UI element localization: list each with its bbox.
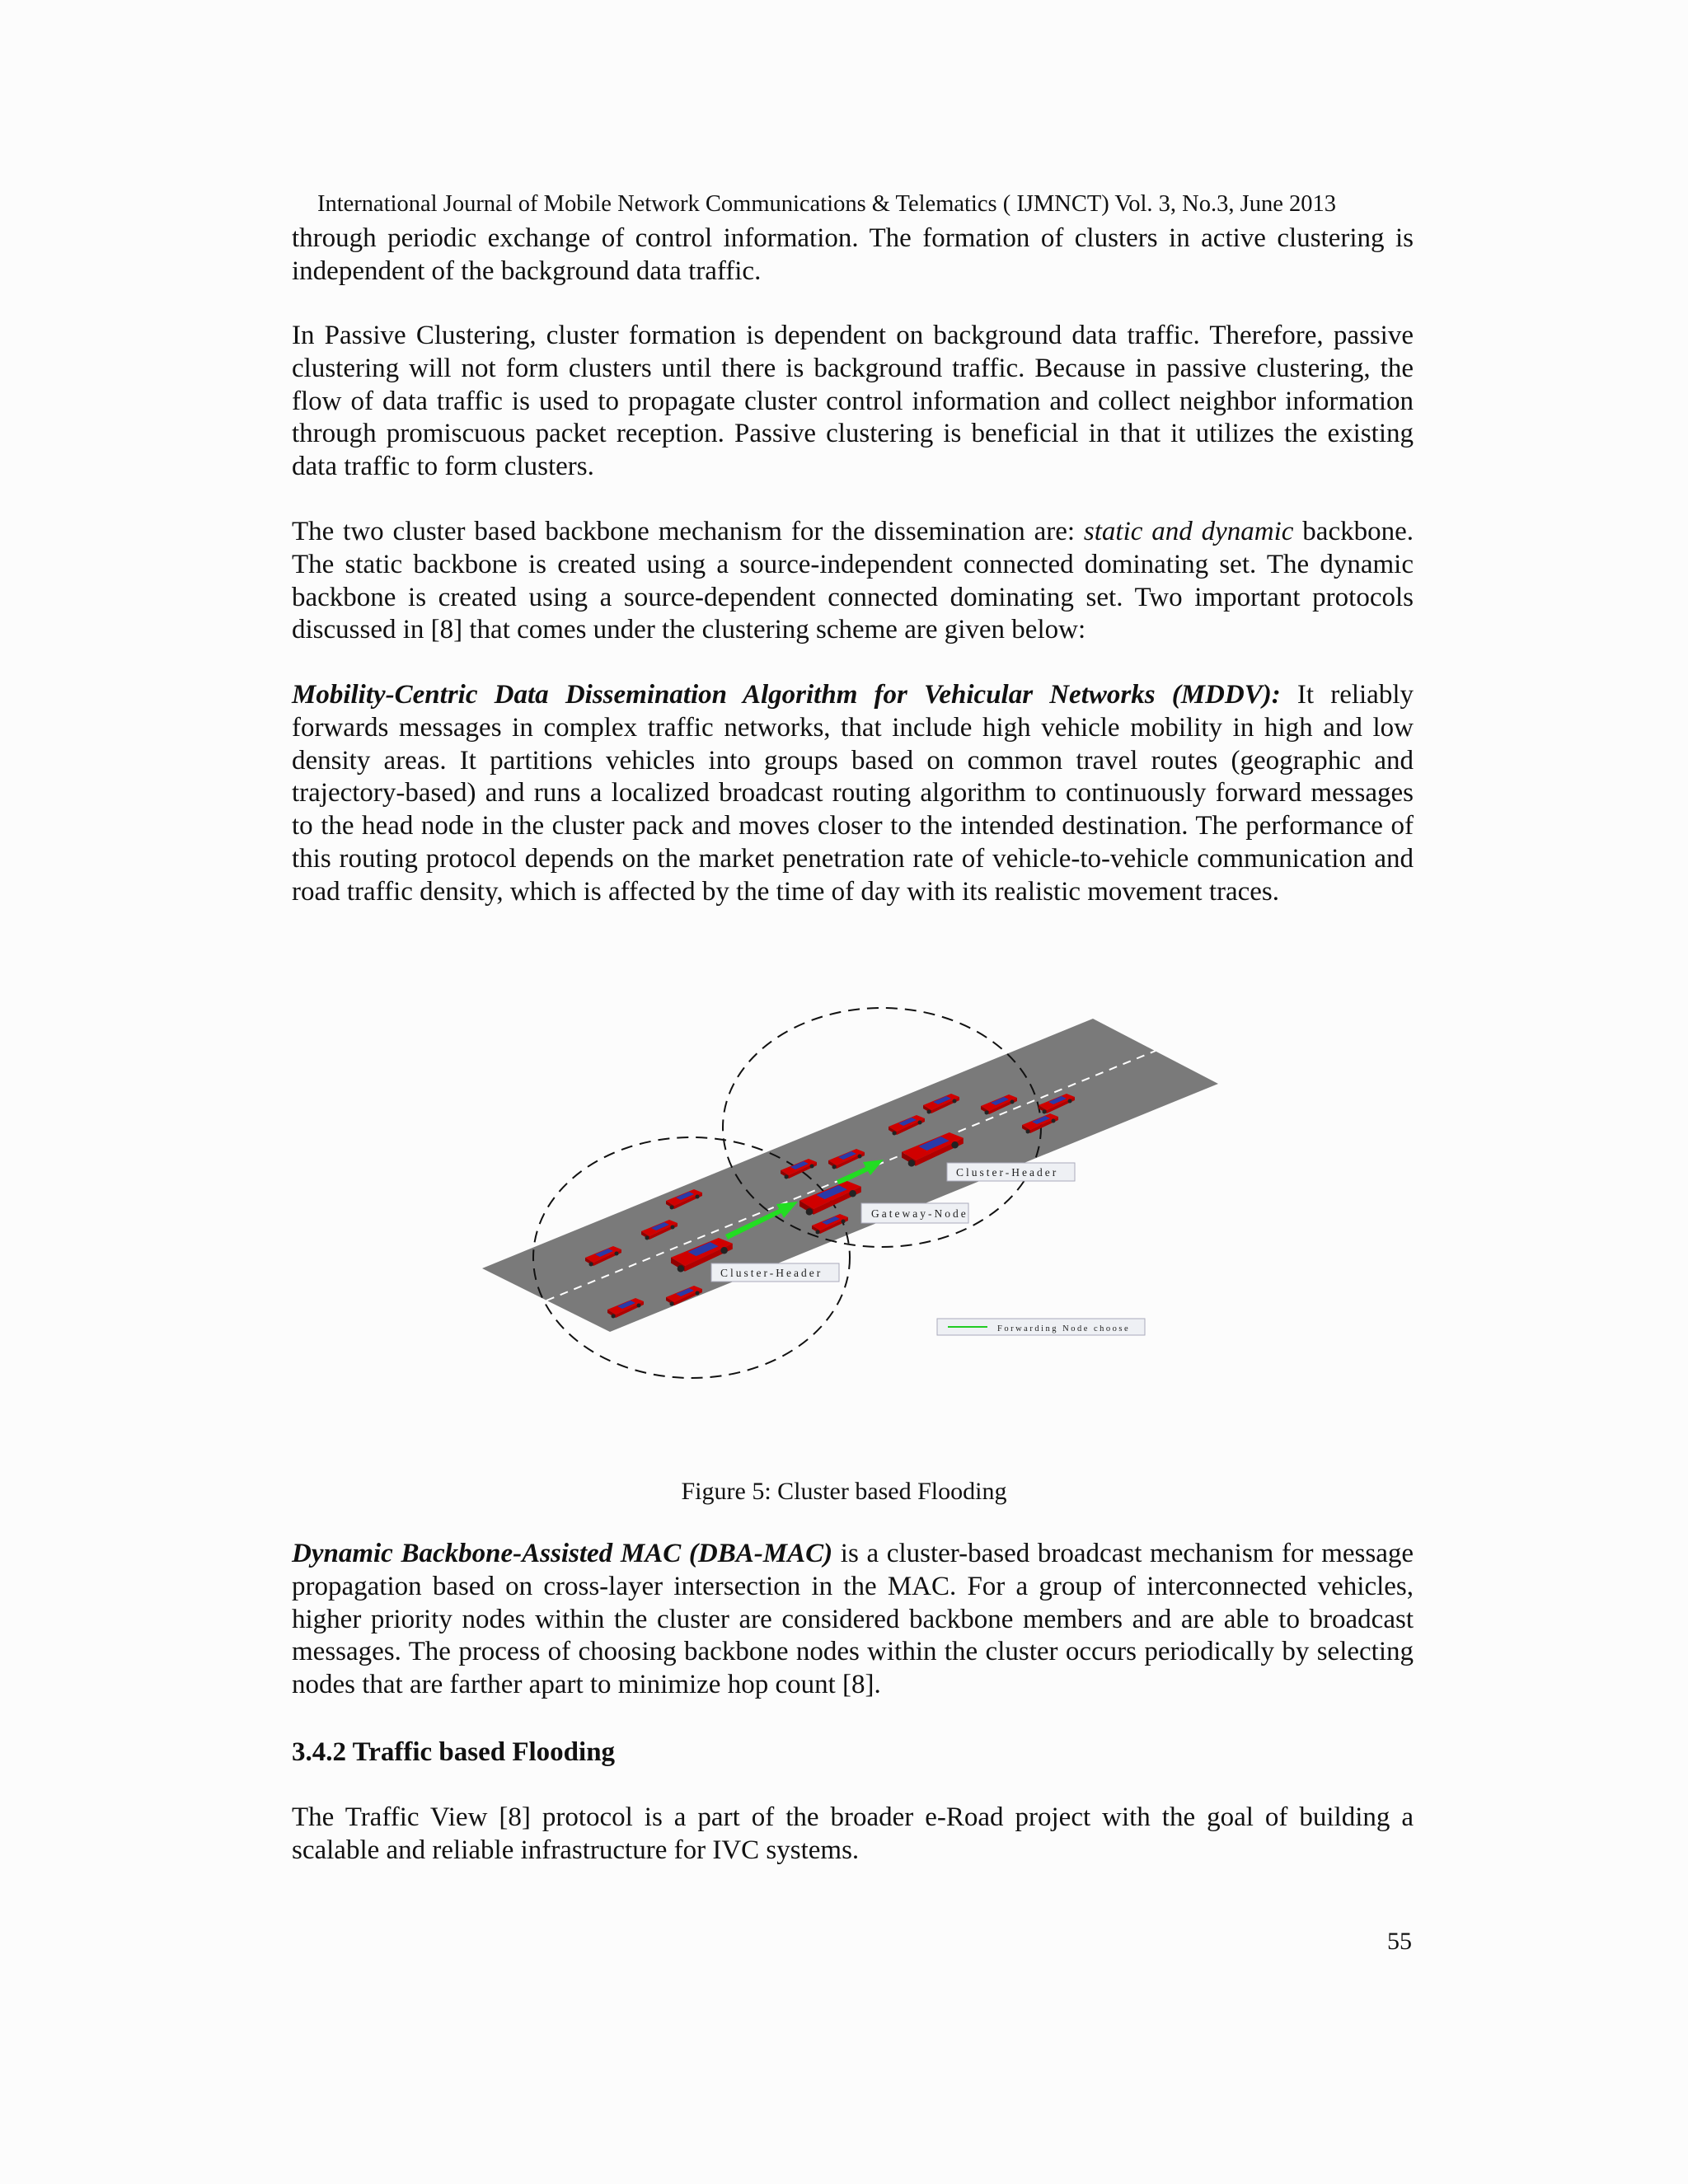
cluster-flooding-figure: [470, 1005, 1245, 1393]
label-cluster-header-right: Cluster-Header: [956, 1166, 1059, 1179]
paragraph-traffic-view: The Traffic View [8] protocol is a part of the broader e-Road project with the goal of building a scalable and reliable infrastructure for IVC systems.: [292, 1802, 1414, 1865]
paragraph-backbone-mechanism: [292, 516, 1414, 647]
cluster-flooding-diagram: [470, 1005, 1245, 1393]
paragraph-active-clustering: through periodic exchange of control information. The formation of clusters in active clustering is independent of the background data traffic.: [292, 223, 1414, 286]
running-header: International Journal of Mobile Network Communications & Telematics ( IJMNCT) Vol. 3, No.3, June 2013: [317, 191, 1337, 217]
figure-caption: Figure 5: Cluster based Flooding: [681, 1478, 1007, 1505]
legend-text: Forwarding Node choose: [997, 1324, 1131, 1333]
backbone-text-start: The two cluster based backbone mechanism for the dissemination are:: [292, 517, 1084, 546]
paragraph-passive-clustering: In Passive Clustering, cluster formation is dependent on background data traffic. Therefore, passive clustering will not form clusters until there is background traffic. Because in passive clustering, the flow of data traffic is used to propagate cluster control information and collect neighbor information through promiscuous packet reception. Passive clustering is beneficial in that it utilizes the existing data traffic to form clusters.: [292, 321, 1414, 482]
backbone-text-end: backbone. The static backbone is created using a source-independent connected dominating set. The dynamic backbone is created using a source-dependent connected dominating set. Two important protocols discussed in [8] that comes under the clustering scheme are given below:: [292, 517, 1414, 645]
paragraph-dba-mac: [292, 1538, 1414, 1702]
mddv-term: Mobility-Centric Data Dissemination Algorithm for Vehicular Networks (MDDV):: [292, 680, 1281, 710]
mddv-description: It reliably forwards messages in complex traffic networks, that include high vehicle mobility in high and low density areas. It partitions vehicles into groups based on common travel routes (geographic and trajectory-based) and runs a localized broadcast routing algorithm to continuously forward messages to the head node in the cluster pack and moves closer to the intended destination. The performance of this routing protocol depends on the market penetration rate of vehicle-to-vehicle communication and road traffic density, which is affected by the time of day with its realistic movement traces.: [292, 680, 1414, 907]
section-heading: 3.4.2 Traffic based Flooding: [292, 1737, 616, 1767]
label-cluster-header-left: Cluster-Header: [720, 1267, 823, 1279]
dba-mac-description: is a cluster-based broadcast mechanism for message propagation based on cross-layer intersection in the MAC. For a group of interconnected vehicles, higher priority nodes within the cluster are considered backbone members and are able to broadcast messages. The process of choosing backbone nodes within the cluster occurs periodically by selecting nodes that are farther apart to minimize hop count [8].: [292, 1539, 1414, 1700]
dba-mac-term: Dynamic Backbone-Assisted MAC (DBA-MAC): [292, 1539, 833, 1568]
page-number: 55: [1387, 1928, 1412, 1955]
label-gateway-node: Gateway-Node: [871, 1207, 968, 1220]
backbone-italic-terms: static and dynamic: [1083, 517, 1294, 546]
paragraph-mddv: [292, 679, 1414, 909]
